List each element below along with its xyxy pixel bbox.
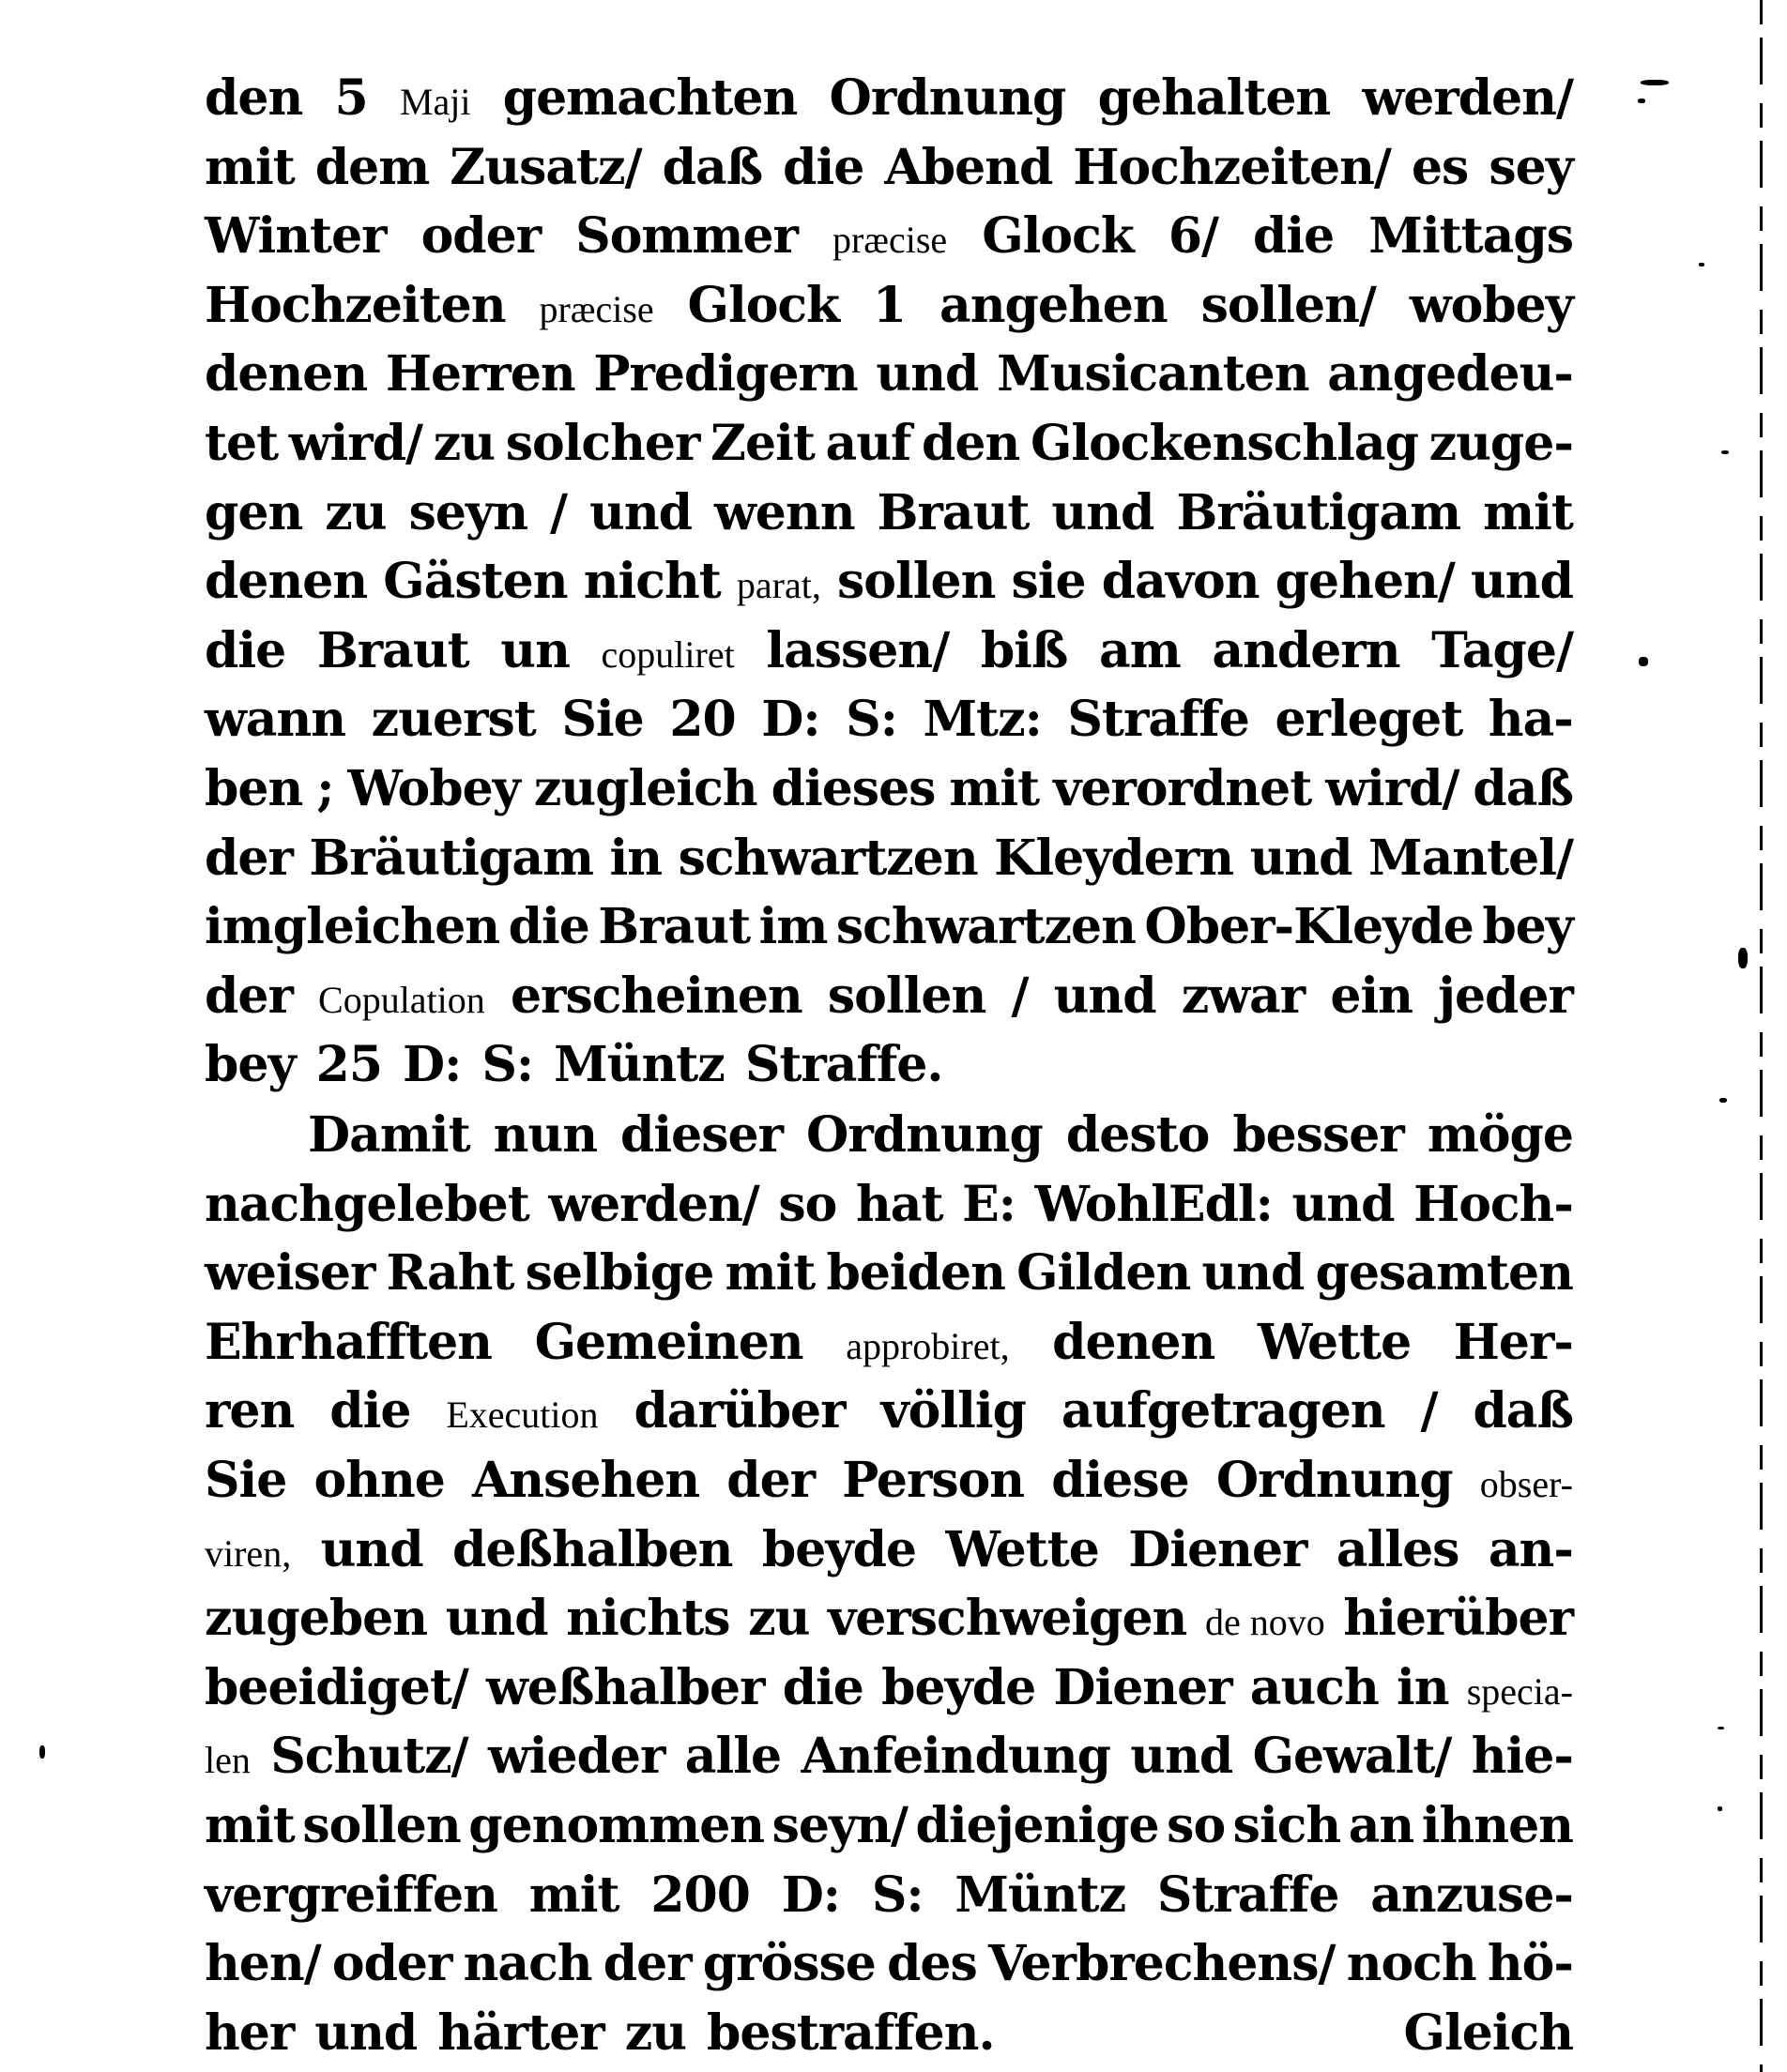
word: Gewalt/ bbox=[1252, 1728, 1452, 1786]
word: sey bbox=[1489, 138, 1573, 196]
word: verordnet bbox=[1053, 760, 1312, 817]
word: beyde bbox=[881, 1658, 1036, 1716]
word: præcise bbox=[832, 219, 948, 262]
word: und bbox=[1201, 1244, 1305, 1303]
word: seyn bbox=[408, 483, 528, 541]
word: beiden bbox=[826, 1244, 1005, 1303]
ink-speck bbox=[1721, 450, 1729, 454]
word: seyn/ bbox=[771, 1797, 908, 1854]
word: mit bbox=[1483, 483, 1573, 541]
text-line bbox=[205, 1377, 1573, 1446]
word: zugeben bbox=[205, 1590, 428, 1648]
word: möge bbox=[1427, 1106, 1573, 1164]
word: mit bbox=[205, 1797, 295, 1854]
word: Bräutigam bbox=[1176, 483, 1461, 541]
word: erleget bbox=[1275, 691, 1463, 749]
word: Bräutigam bbox=[309, 829, 594, 887]
word: præcise bbox=[539, 287, 654, 330]
word: zuerst bbox=[371, 691, 536, 749]
word: so bbox=[1167, 1797, 1226, 1854]
word: es bbox=[1411, 138, 1469, 196]
word: Mtz: bbox=[923, 691, 1042, 749]
word: / bbox=[1420, 1382, 1438, 1440]
word: auch bbox=[1249, 1658, 1379, 1716]
word: alle bbox=[684, 1728, 782, 1786]
word: hö- bbox=[1487, 1935, 1573, 1993]
word: auf bbox=[825, 415, 911, 472]
word: Raht bbox=[386, 1244, 514, 1303]
word: und bbox=[314, 2003, 418, 2062]
word: zu bbox=[325, 483, 387, 541]
word: parat, bbox=[736, 564, 821, 607]
word: und bbox=[876, 345, 979, 404]
word: an- bbox=[1488, 1520, 1573, 1578]
text-line bbox=[205, 1653, 1573, 1723]
word: wird/ bbox=[288, 415, 423, 472]
word: imgleichen bbox=[205, 898, 500, 956]
word: Braut bbox=[316, 621, 469, 679]
text-line bbox=[205, 479, 1573, 548]
ink-speck bbox=[1738, 948, 1748, 968]
word: Sommer bbox=[575, 207, 798, 266]
word: der bbox=[205, 829, 293, 887]
text-line bbox=[205, 1722, 1573, 1791]
page-edge-line bbox=[1760, 0, 1763, 2072]
word: und bbox=[1291, 1175, 1395, 1233]
word: Kleydern bbox=[994, 829, 1234, 887]
word: gesamten bbox=[1315, 1244, 1573, 1303]
word: Glock bbox=[687, 276, 840, 334]
word: Ordnung bbox=[806, 1106, 1043, 1164]
word: ren bbox=[205, 1382, 295, 1440]
word: zwar bbox=[1181, 967, 1306, 1025]
word: Tage/ bbox=[1431, 621, 1573, 679]
word: daß bbox=[1473, 760, 1573, 817]
word: Ober-Kleyde bbox=[1144, 898, 1474, 956]
word: weiser bbox=[205, 1244, 375, 1303]
word: vergreiffen bbox=[205, 1866, 497, 1924]
word: oder bbox=[420, 207, 542, 266]
text-line bbox=[205, 1861, 1573, 1930]
word: Zeit bbox=[710, 415, 815, 472]
word: D: bbox=[403, 1036, 462, 1094]
ink-speck bbox=[1639, 657, 1648, 666]
word: copuliret bbox=[601, 632, 735, 676]
word: Mantel/ bbox=[1368, 829, 1573, 887]
word: den bbox=[205, 69, 303, 127]
word: her bbox=[205, 2003, 295, 2062]
word: Mittags bbox=[1368, 207, 1573, 266]
text-line bbox=[205, 685, 1573, 754]
word: desto bbox=[1065, 1106, 1210, 1164]
word: Wette bbox=[1257, 1313, 1412, 1371]
word: selbige bbox=[525, 1244, 714, 1303]
word: des bbox=[887, 1935, 977, 1993]
text-line bbox=[205, 1929, 1573, 1999]
word: Diener bbox=[1053, 1658, 1232, 1716]
word: bestraffen. bbox=[707, 2003, 995, 2062]
word: Straffe. bbox=[744, 1036, 943, 1094]
word: wieder bbox=[487, 1728, 665, 1786]
ink-speck bbox=[1718, 1727, 1724, 1729]
word: grösse bbox=[702, 1935, 876, 1993]
word: dem bbox=[314, 138, 430, 196]
word: 200 bbox=[650, 1866, 750, 1924]
word: / bbox=[1011, 967, 1029, 1025]
word: Diener bbox=[1128, 1520, 1307, 1578]
word: und bbox=[1470, 553, 1573, 611]
word: 25 bbox=[315, 1036, 383, 1094]
text-line bbox=[205, 1446, 1573, 1516]
word: Müntz bbox=[955, 1866, 1126, 1924]
word: angehen bbox=[939, 276, 1168, 334]
word: Maji bbox=[399, 81, 471, 123]
word: gemachten bbox=[502, 69, 798, 127]
word: und bbox=[445, 1590, 548, 1648]
word: sich bbox=[1232, 1797, 1341, 1854]
word: wenn bbox=[714, 483, 855, 541]
word: Copulation bbox=[318, 978, 485, 1021]
text-line bbox=[205, 754, 1573, 824]
word: ein bbox=[1330, 967, 1413, 1025]
word: werden/ bbox=[548, 1175, 759, 1233]
word: D: bbox=[781, 1866, 840, 1924]
word: Winter bbox=[205, 207, 387, 266]
word: Gemeinen bbox=[534, 1313, 803, 1371]
word: die bbox=[1253, 207, 1335, 266]
word: sollen bbox=[837, 553, 996, 611]
word: weßhalber bbox=[486, 1658, 765, 1716]
word: zu bbox=[748, 1590, 810, 1648]
word: die bbox=[783, 138, 864, 196]
word: denen bbox=[205, 345, 368, 404]
word: alles bbox=[1336, 1520, 1459, 1578]
word: mit bbox=[205, 138, 295, 196]
word: der bbox=[205, 967, 293, 1025]
text-line bbox=[205, 1101, 1573, 1170]
word: approbiret, bbox=[846, 1324, 1010, 1367]
word: Hochzeiten bbox=[205, 276, 506, 334]
word: Zusatz/ bbox=[450, 138, 642, 196]
word: wann bbox=[205, 691, 346, 749]
word: E: bbox=[962, 1175, 1016, 1233]
word: Sie bbox=[561, 691, 644, 749]
word: Her- bbox=[1453, 1313, 1573, 1371]
word: und bbox=[320, 1520, 423, 1578]
word: der bbox=[726, 1452, 816, 1509]
text-line bbox=[205, 1030, 1573, 1100]
text-line bbox=[205, 1239, 1573, 1308]
word: ha- bbox=[1488, 691, 1573, 749]
word: werden/ bbox=[1362, 69, 1573, 127]
word: schwartzen bbox=[678, 829, 978, 887]
word: bey bbox=[1482, 898, 1573, 956]
word: und bbox=[589, 483, 693, 541]
word: und bbox=[1249, 829, 1352, 887]
word: Gilden bbox=[1016, 1244, 1191, 1303]
word: deßhalben bbox=[452, 1520, 733, 1578]
word: obser- bbox=[1479, 1463, 1573, 1505]
word: nachgelebet bbox=[205, 1175, 529, 1233]
text-line bbox=[205, 1170, 1573, 1240]
word: gehen/ bbox=[1275, 553, 1455, 611]
word: angedeu- bbox=[1327, 345, 1573, 404]
ink-speck bbox=[39, 1745, 45, 1759]
word: nun bbox=[493, 1106, 598, 1164]
word: Straffe bbox=[1067, 691, 1249, 749]
word: len bbox=[205, 1739, 251, 1782]
word: tet bbox=[205, 415, 279, 472]
text-line bbox=[205, 824, 1573, 893]
word: im bbox=[758, 898, 828, 956]
word: / bbox=[550, 483, 568, 541]
word: 20 bbox=[669, 691, 736, 749]
word: Müntz bbox=[554, 1036, 725, 1094]
word: Braut bbox=[598, 898, 751, 956]
word: in bbox=[1396, 1658, 1449, 1716]
word: WohlEdl: bbox=[1034, 1175, 1273, 1233]
ink-speck bbox=[1641, 80, 1669, 85]
word: diese bbox=[1051, 1452, 1189, 1509]
text-line bbox=[205, 1584, 1573, 1653]
word: biß bbox=[980, 621, 1068, 679]
word: beeidiget/ bbox=[205, 1658, 468, 1716]
text-line bbox=[205, 962, 1573, 1031]
word: sollen bbox=[302, 1797, 461, 1854]
word: härter bbox=[437, 2003, 604, 2062]
word: diejenige bbox=[915, 1797, 1159, 1854]
word: S: bbox=[871, 1866, 924, 1924]
word: 1 bbox=[872, 276, 907, 334]
word: 5 bbox=[334, 69, 368, 127]
word: schwartzen bbox=[835, 898, 1136, 956]
ink-speck bbox=[1638, 99, 1645, 103]
word: und bbox=[1051, 483, 1154, 541]
word: verschweigen bbox=[828, 1590, 1187, 1648]
word: Hochzeiten/ bbox=[1073, 138, 1391, 196]
word: S: bbox=[481, 1036, 534, 1094]
text-line bbox=[205, 547, 1573, 617]
word: 6/ bbox=[1168, 207, 1218, 266]
word: noch bbox=[1346, 1935, 1476, 1993]
word: beyde bbox=[761, 1520, 917, 1578]
word: Ehrhafften bbox=[205, 1313, 492, 1371]
text-line bbox=[205, 340, 1573, 409]
word: gehalten bbox=[1097, 69, 1331, 127]
text-line bbox=[205, 1308, 1573, 1378]
word: specia- bbox=[1466, 1669, 1573, 1713]
word: solcher bbox=[505, 415, 700, 472]
ink-speck bbox=[1719, 1098, 1727, 1103]
word: die bbox=[205, 621, 286, 679]
word: Herren bbox=[385, 345, 575, 404]
word: nicht bbox=[583, 553, 721, 611]
word: D: bbox=[761, 691, 820, 749]
word: Gästen bbox=[383, 553, 568, 611]
text-line bbox=[205, 1516, 1573, 1585]
text-line bbox=[205, 892, 1573, 962]
word: wobey bbox=[1409, 276, 1573, 334]
word: S: bbox=[846, 691, 897, 749]
word: Ordnung bbox=[829, 69, 1066, 127]
word: ; bbox=[316, 760, 334, 817]
text-line bbox=[205, 64, 1573, 133]
word: erscheinen bbox=[510, 967, 802, 1025]
word: Anfeindung bbox=[801, 1728, 1110, 1786]
word: nach bbox=[463, 1935, 592, 1993]
word: Straffe bbox=[1156, 1866, 1339, 1924]
word: ben bbox=[205, 760, 303, 817]
word: Execution bbox=[446, 1394, 599, 1437]
word: Predigern bbox=[593, 345, 858, 404]
word: besser bbox=[1232, 1106, 1404, 1164]
ink-speck bbox=[1699, 263, 1704, 267]
word: und bbox=[1130, 1728, 1233, 1786]
word: zuge- bbox=[1428, 415, 1573, 472]
word: ohne bbox=[313, 1452, 445, 1509]
word: Braut bbox=[877, 483, 1030, 541]
word: Ordnung bbox=[1215, 1452, 1453, 1509]
word: daß bbox=[1473, 1382, 1573, 1440]
word: die bbox=[782, 1658, 863, 1716]
word: am bbox=[1099, 621, 1181, 679]
text-line bbox=[205, 409, 1573, 479]
word: Schutz/ bbox=[270, 1728, 468, 1786]
word: hie- bbox=[1471, 1728, 1573, 1786]
word: so bbox=[778, 1175, 837, 1233]
word: zugleich bbox=[533, 760, 757, 817]
word: daß bbox=[662, 138, 763, 196]
word: Glock bbox=[982, 207, 1134, 266]
word: anzuse- bbox=[1370, 1866, 1573, 1924]
word: sollen bbox=[827, 967, 986, 1025]
catchword: Gleich bbox=[1403, 2003, 1573, 2062]
word: Wobey bbox=[347, 760, 520, 817]
word: bey bbox=[205, 1036, 296, 1094]
word: Verbrechens/ bbox=[987, 1935, 1336, 1993]
word: den bbox=[922, 415, 1020, 472]
word: völlig bbox=[880, 1382, 1026, 1440]
word: sie bbox=[1011, 553, 1086, 611]
word: davon bbox=[1101, 553, 1260, 611]
word: Sie bbox=[205, 1452, 287, 1509]
word: Hoch- bbox=[1413, 1175, 1573, 1233]
word: Glockenschlag bbox=[1030, 415, 1418, 472]
text-line bbox=[205, 1791, 1573, 1861]
word: Person bbox=[842, 1452, 1025, 1509]
word: mit bbox=[949, 760, 1040, 817]
word: lassen/ bbox=[766, 621, 950, 679]
word: Ansehen bbox=[471, 1452, 700, 1509]
word: dieser bbox=[620, 1106, 783, 1164]
word: der bbox=[603, 1935, 692, 1993]
word: un bbox=[500, 621, 570, 679]
word: die bbox=[508, 898, 589, 956]
word: de novo bbox=[1204, 1601, 1325, 1644]
word: genommen bbox=[468, 1797, 765, 1854]
word: denen bbox=[205, 553, 368, 611]
word: gen bbox=[205, 483, 303, 541]
word: mit bbox=[528, 1866, 619, 1924]
ink-speck bbox=[1718, 1806, 1722, 1811]
word: viren, bbox=[205, 1531, 292, 1575]
word: ihnen bbox=[1421, 1797, 1573, 1854]
word: Musicanten bbox=[997, 345, 1309, 404]
word: sollen/ bbox=[1200, 276, 1376, 334]
word: wird/ bbox=[1325, 760, 1459, 817]
text-line bbox=[205, 1999, 1573, 2068]
word: hat bbox=[855, 1175, 943, 1233]
word: oder bbox=[331, 1935, 452, 1993]
word: und bbox=[1053, 967, 1156, 1025]
word: hierüber bbox=[1343, 1590, 1573, 1648]
text-line bbox=[205, 617, 1573, 686]
word: in bbox=[609, 829, 663, 887]
text-line bbox=[205, 202, 1573, 271]
word: Damit bbox=[308, 1106, 470, 1164]
word: andern bbox=[1212, 621, 1400, 679]
word: darüber bbox=[634, 1382, 846, 1440]
text-line bbox=[205, 271, 1573, 341]
text-line bbox=[205, 133, 1573, 203]
word: hen/ bbox=[205, 1935, 321, 1993]
word: Abend bbox=[884, 138, 1053, 196]
word: zu bbox=[433, 415, 496, 472]
word: aufgetragen bbox=[1061, 1382, 1385, 1440]
word: zu bbox=[624, 2003, 687, 2062]
word: denen bbox=[1052, 1313, 1215, 1371]
word: mit bbox=[725, 1244, 816, 1303]
word: die bbox=[329, 1382, 411, 1440]
word: Wette bbox=[945, 1520, 1099, 1578]
word: an bbox=[1348, 1797, 1414, 1854]
word: dieses bbox=[771, 760, 936, 817]
word: jeder bbox=[1438, 967, 1573, 1025]
word: nichts bbox=[566, 1590, 730, 1648]
